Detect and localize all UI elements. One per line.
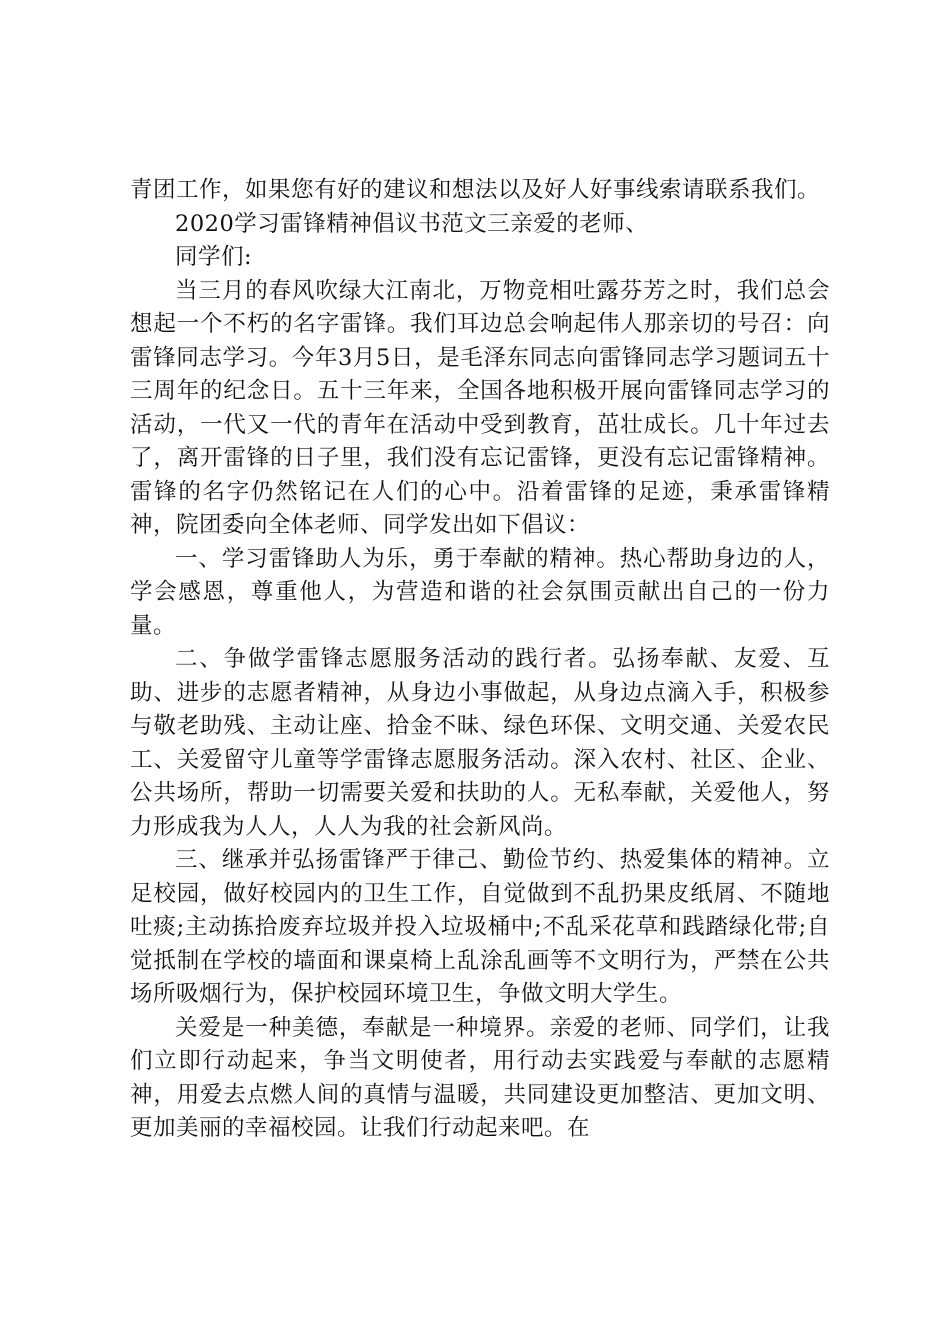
body-paragraph-proposal-1: 一、学习雷锋助人为乐，勇于奉献的精神。热心帮助身边的人，学会感恩，尊重他人，为营造和谐的社会氛围贡献出自己的一份力量。 [130, 545, 830, 639]
section-heading: 2020学习雷锋精神倡议书范文三亲爱的老师、 [175, 210, 649, 237]
body-paragraph-closing: 关爱是一种美德，奉献是一种境界。亲爱的老师、同学们，让我们立即行动起来，争当文明使者，用行动去实践爱与奉献的志愿精神，用爱去点燃人间的真情与温暖，共同建设更加整洁、更加文明、更加美丽的幸福校园。让我们行动起来吧。在 [130, 1014, 830, 1141]
salutation: 同学们: [175, 244, 253, 270]
body-paragraph-intro: 当三月的春风吹绿大江南北，万物竞相吐露芬芳之时，我们总会想起一个不朽的名字雷锋。我们耳边总会响起伟人那亲切的号召：向雷锋同志学习。今年3月5日，是毛泽东同志向雷锋同志学习题词五十三周年的纪念日。五十三年来，全国各地积极开展向雷锋同志学习的活动，一代又一代的青年在活动中受到教育，茁壮成长。几十年过去了，离开雷锋的日子里，我们没有忘记雷锋，更没有忘记雷锋精神。雷锋的名字仍然铭记在人们的心中。沿着雷锋的足迹，秉承雷锋精神，院团委向全体老师、同学发出如下倡议： [130, 277, 830, 538]
body-paragraph-proposal-2: 二、争做学雷锋志愿服务活动的践行者。弘扬奉献、友爱、互助、进步的志愿者精神，从身边小事做起，从身边点滴入手，积极参与敬老助残、主动让座、拾金不昧、绿色环保、文明交通、关爱农民工、关爱留守儿童等学雷锋志愿服务活动。深入农村、社区、企业、公共场所，帮助一切需要关爱和扶助的人。无私奉献，关爱他人，努力形成我为人人，人人为我的社会新风尚。 [130, 646, 830, 840]
document-body [130, 174, 830, 1146]
continuation-paragraph: 青团工作，如果您有好的建议和想法以及好人好事线索请联系我们。 [130, 177, 821, 203]
body-paragraph-proposal-3: 三、继承并弘扬雷锋严于律己、勤俭节约、热爱集体的精神。立足校园，做好校园内的卫生工作，自觉做到不乱扔果皮纸屑、不随地吐痰;主动拣拾废弃垃圾并投入垃圾桶中;不乱采花草和践踏绿化带;自觉抵制在学校的墙面和课桌椅上乱涂乱画等不文明行为，严禁在公共场所吸烟行为，保护校园环境卫生，争做文明大学生。 [130, 847, 830, 1007]
